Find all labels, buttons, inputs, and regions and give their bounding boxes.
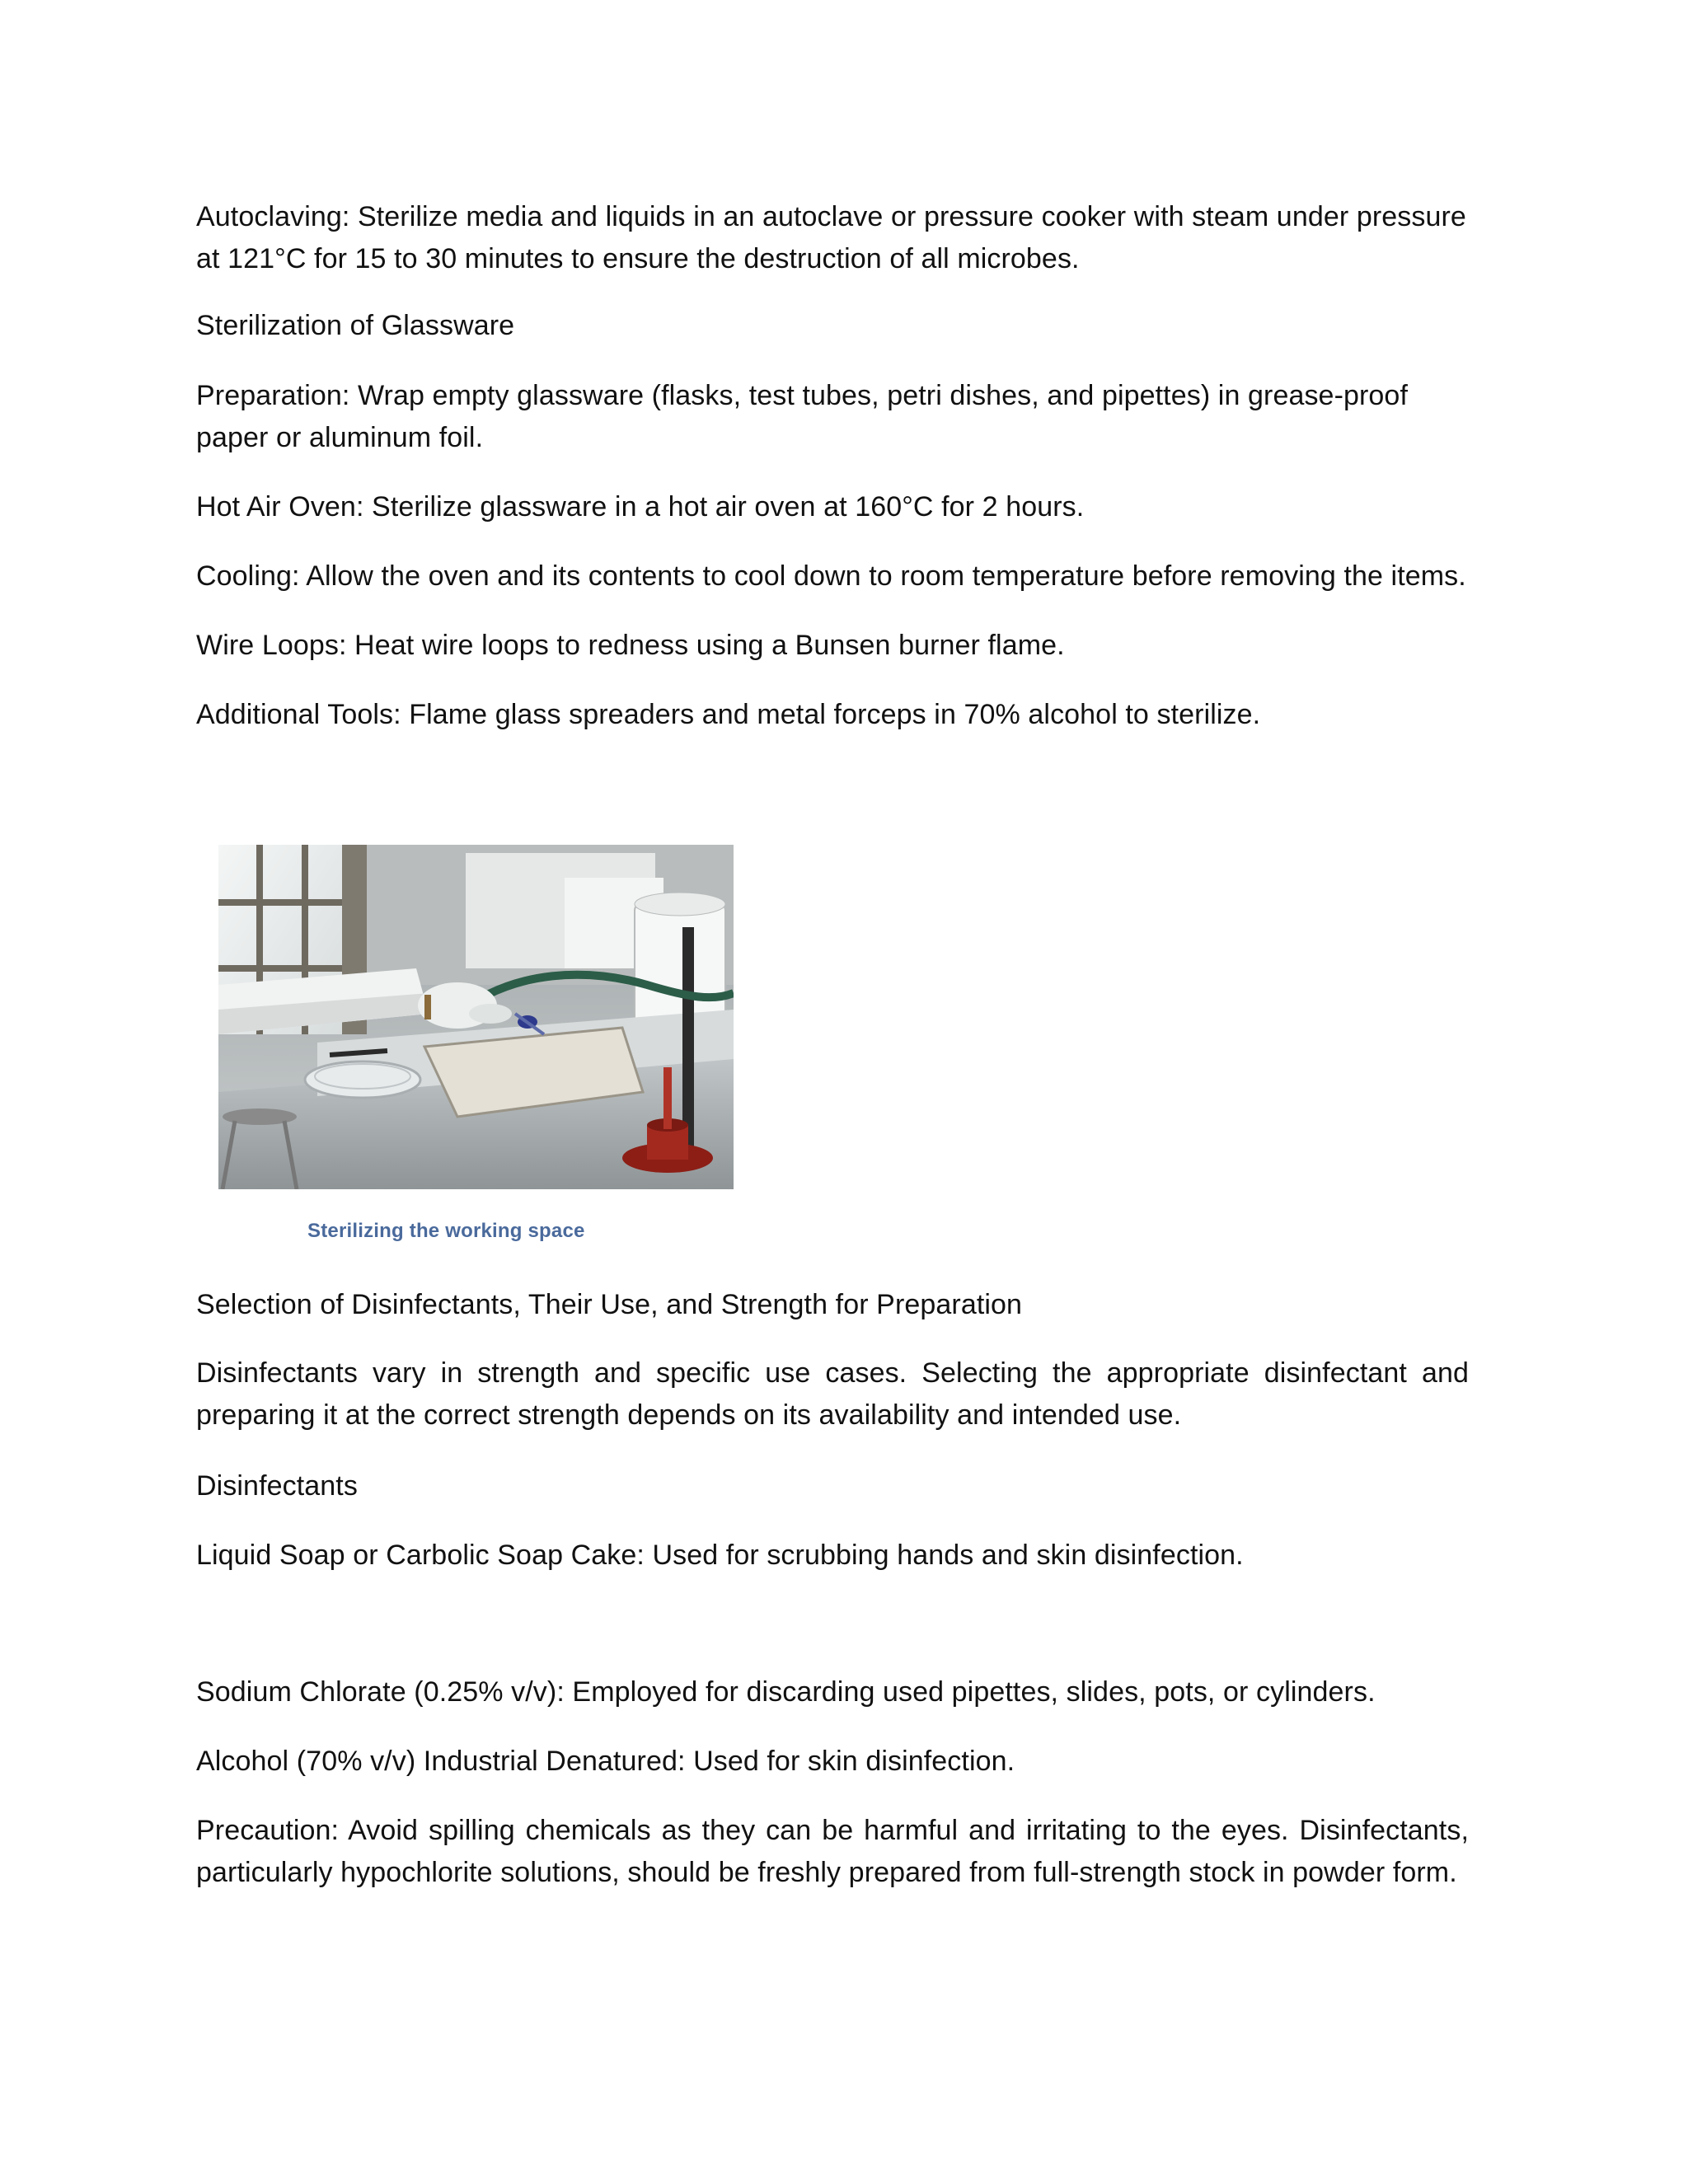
lab-photo <box>218 845 734 1189</box>
paragraph-cooling: Cooling: Allow the oven and its contents to cool down to room temperature before removing the items. <box>196 560 1466 592</box>
paragraph-hot-air-oven: Hot Air Oven: Sterilize glassware in a hot air oven at 160°C for 2 hours. <box>196 491 1085 523</box>
paragraph-liquid-soap: Liquid Soap or Carbolic Soap Cake: Used for scrubbing hands and skin disinfection. <box>196 1540 1244 1571</box>
heading-disinfectants: Disinfectants <box>196 1470 358 1502</box>
paragraph-precaution: Precaution: Avoid spilling chemicals as they can be harmful and irritating to the eyes. Disinfectants, particularly hypochlorite solutions, should be freshly prepared from full-strength stock in powder form. <box>196 1815 1469 1888</box>
paragraph-disinfectants-intro: Disinfectants vary in strength and specific use cases. Selecting the appropriate disinfectant and preparing it at the correct strength depends on its availability and intended use. <box>196 1357 1469 1431</box>
heading-sterilization-of-glassware: Sterilization of Glassware <box>196 310 515 341</box>
paragraph-additional-tools: Additional Tools: Flame glass spreaders and metal forceps in 70% alcohol to sterilize. <box>196 699 1261 730</box>
paragraph-preparation: Preparation: Wrap empty glassware (flasks, test tubes, petri dishes, and pipettes) in grease-proof paper or aluminum foil. <box>196 380 1408 453</box>
paragraph-alcohol: Alcohol (70% v/v) Industrial Denatured: Used for skin disinfection. <box>196 1746 1015 1777</box>
paragraph-wire-loops: Wire Loops: Heat wire loops to redness using a Bunsen burner flame. <box>196 630 1065 661</box>
paragraph-sodium-chlorate: Sodium Chlorate (0.25% v/v): Employed for discarding used pipettes, slides, pots, or cylinders. <box>196 1676 1376 1708</box>
paragraph-autoclaving: Autoclaving: Sterilize media and liquids in an autoclave or pressure cooker with steam under pressure at 121°C for 15 to 30 minutes to ensure the destruction of all microbes. <box>196 201 1466 274</box>
heading-selection-of-disinfectants: Selection of Disinfectants, Their Use, and Strength for Preparation <box>196 1289 1023 1320</box>
figure-caption: Sterilizing the working space <box>307 1220 585 1242</box>
